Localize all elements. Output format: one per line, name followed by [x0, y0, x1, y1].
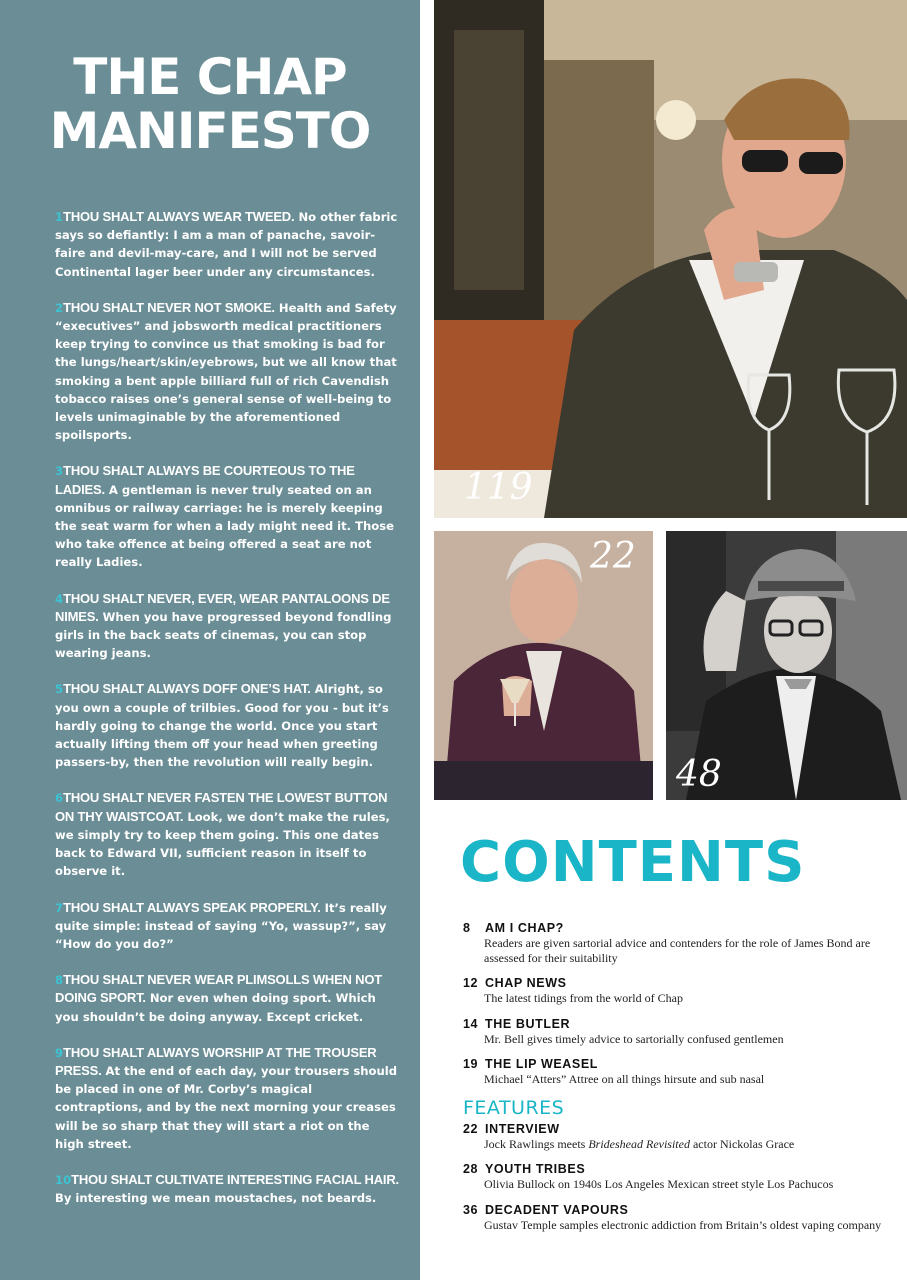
rule-text: Health and Safety “executives” and jobsworth medical practitioners keep trying to convince us that smoking is bad for the lungs/heart/skin/eyebrows, but we all know that smoking a bent apple billiard full of rich Cavendish tobacco raises one’s general sense of well-being to levels unimaginable by the aforementioned spoilsports.	[55, 300, 397, 443]
rule-text: When you have progressed beyond fondling girls in the back seats of cinemas, you can stop wearing jeans.	[55, 609, 392, 661]
toc-feature-item[interactable]	[463, 1161, 893, 1192]
rule-heading: THOU SHALT NEVER FASTEN THE LOWEST BUTTON ON THY WAISTCOAT.	[55, 790, 388, 824]
rule-number: 3	[55, 464, 64, 479]
rule-text: A gentleman is never truly seated on an omnibus or railway carriage: he is merely keeping the seat warm for when a lady might need it. Those who take offence at being offered a seat are not really Ladies.	[55, 482, 395, 570]
manifesto-title	[0, 50, 420, 158]
rule-text: By interesting we mean moustaches, not beards.	[55, 1191, 377, 1206]
toc-item-heading	[463, 920, 893, 936]
toc-item-description: Michael “Atters” Attree on all things hirsute and sub nasal	[484, 1072, 765, 1086]
rule-number: 4	[55, 591, 64, 606]
toc-item-description: Readers are given sartorial advice and contenders for the role of James Bond are assessed for their suitability	[484, 936, 871, 965]
page-number-119: 119	[464, 467, 533, 508]
rule-heading: THOU SHALT ALWAYS BE COURTEOUS TO THE LADIES.	[55, 463, 355, 497]
photo-man-velvet-jacket	[434, 531, 653, 800]
rule-number: 8	[55, 973, 64, 988]
toc-item-title: CHAP NEWS	[485, 976, 567, 990]
rule-text: At the end of each day, your trousers should be placed in one of Mr. Corby’s magical contraptions, and by the next morning your creases will be so sharp that they will start a riot on the high street.	[55, 1063, 398, 1151]
toc-item[interactable]	[463, 920, 893, 965]
toc-item[interactable]	[463, 975, 893, 1006]
toc-item-title: THE BUTLER	[485, 1016, 571, 1031]
toc-item-description: Gustav Temple samples electronic addiction from Britain’s oldest vaping company	[484, 1217, 882, 1232]
manifesto-rule	[55, 208, 400, 281]
toc-item-description: The latest tidings from the world of Chap	[484, 991, 683, 1005]
toc-item-title: YOUTH TRIBES	[485, 1162, 586, 1176]
manifesto-rule	[55, 1044, 400, 1153]
rule-text: Alright, so you own a couple of trilbies. Good for you - but it’s hardly going to change the world. Once you start actually lifting them off your head when greeting passers-by, then the revolution will really begin.	[55, 682, 389, 770]
rule-text: Nor even when doing sport. Which you shouldn’t be doing anyway. Except cricket.	[55, 991, 376, 1024]
manifesto-rule	[55, 1171, 400, 1207]
photo-man-sunglasses-image	[434, 0, 907, 518]
toc-item-title: THE LIP WEASEL	[485, 1057, 599, 1071]
rule-heading: THOU SHALT CULTIVATE INTERESTING FACIAL HAIR.	[71, 1171, 399, 1187]
rule-text: It’s really quite simple: instead of saying “Yo, wassup?”, say “How do you do?”	[55, 900, 387, 951]
toc-item-description: Olivia Bullock on 1940s Los Angeles Mexican street style Los Pachucos	[484, 1177, 834, 1191]
manifesto-title-line2: MANIFESTO	[49, 102, 371, 160]
page-number-22: 22	[590, 536, 636, 577]
toc-desc-part: Jock Rawlings meets	[484, 1136, 589, 1151]
toc-item-heading	[463, 1161, 893, 1177]
toc-item-title: AM I CHAP?	[485, 921, 564, 935]
toc-page-number: 14	[463, 1016, 479, 1031]
toc-item-description	[463, 1137, 893, 1152]
rule-number: 7	[55, 900, 64, 915]
rule-heading: THOU SHALT ALWAYS WEAR TWEED.	[63, 209, 295, 224]
manifesto-rule	[55, 299, 400, 445]
toc-item-heading	[463, 1121, 893, 1137]
manifesto-rule	[55, 971, 400, 1026]
toc-page-number: 22	[463, 1121, 479, 1136]
toc-desc-part: actor Nickolas Grace	[689, 1136, 795, 1151]
manifesto-rule	[55, 462, 400, 571]
toc-item-title: INTERVIEW	[485, 1121, 560, 1136]
photo-man-trilby	[666, 531, 907, 800]
rule-number: 10	[55, 1172, 72, 1187]
manifesto-rule	[55, 590, 400, 663]
toc-page-number: 36	[463, 1202, 479, 1217]
rule-heading: THOU SHALT ALWAYS WORSHIP AT THE TROUSER PRESS.	[55, 1044, 377, 1078]
toc-item-heading	[463, 1056, 893, 1072]
page-number-48: 48	[676, 754, 722, 795]
toc-item[interactable]	[463, 1056, 893, 1087]
rule-number: 2	[55, 300, 64, 315]
toc-page-number: 12	[463, 976, 479, 990]
rule-number: 5	[55, 682, 64, 697]
manifesto-rule	[55, 789, 400, 880]
rule-heading: THOU SHALT NEVER NOT SMOKE.	[63, 299, 275, 315]
photo-man-sunglasses	[434, 0, 907, 518]
toc-item-heading	[463, 1202, 893, 1218]
toc-feature-item[interactable]	[463, 1121, 893, 1152]
rule-number: 1	[55, 210, 64, 224]
toc-page-number: 8	[463, 921, 471, 935]
toc-item-title: DECADENT VAPOURS	[485, 1202, 629, 1217]
toc-page-number: 19	[463, 1057, 479, 1071]
toc-desc-italic: Brideshead Revisited	[588, 1136, 690, 1151]
rule-heading: THOU SHALT NEVER, EVER, WEAR PANTALOONS DE NIMES.	[55, 590, 390, 624]
rule-heading: THOU SHALT NEVER WEAR PLIMSOLLS WHEN NOT DOING SPORT.	[55, 972, 382, 1006]
toc-feature-item[interactable]	[463, 1202, 893, 1233]
toc-item-description: Mr. Bell gives timely advice to sartorially confused gentlemen	[484, 1031, 784, 1046]
manifesto-rules	[55, 208, 400, 1225]
rule-heading: THOU SHALT ALWAYS DOFF ONE’S HAT.	[63, 681, 311, 697]
rule-number: 6	[55, 791, 64, 806]
manifesto-rule	[55, 899, 400, 954]
contents-title: CONTENTS	[460, 830, 806, 895]
manifesto-title-line1: THE CHAP	[73, 48, 347, 106]
toc-item-heading	[463, 1016, 893, 1032]
rule-text: No other fabric says so defiantly: I am a man of panache, savoir-faire and devil-may-care, and I will not be served Continental lager beer under any circumstances.	[55, 210, 398, 279]
manifesto-panel	[0, 0, 420, 1280]
toc-item[interactable]	[463, 1016, 893, 1047]
manifesto-rule	[55, 680, 400, 771]
features-heading: FEATURES	[463, 1096, 565, 1119]
table-of-contents	[463, 920, 893, 1242]
rule-heading: THOU SHALT ALWAYS SPEAK PROPERLY.	[63, 899, 321, 915]
rule-text: Look, we don’t make the rules, we simply try to keep them going. This one dates back to Edward VII, sufficient reason in itself to observe it.	[55, 809, 390, 879]
rule-number: 9	[55, 1045, 64, 1060]
toc-item-heading	[463, 975, 893, 991]
toc-page-number: 28	[463, 1162, 479, 1176]
